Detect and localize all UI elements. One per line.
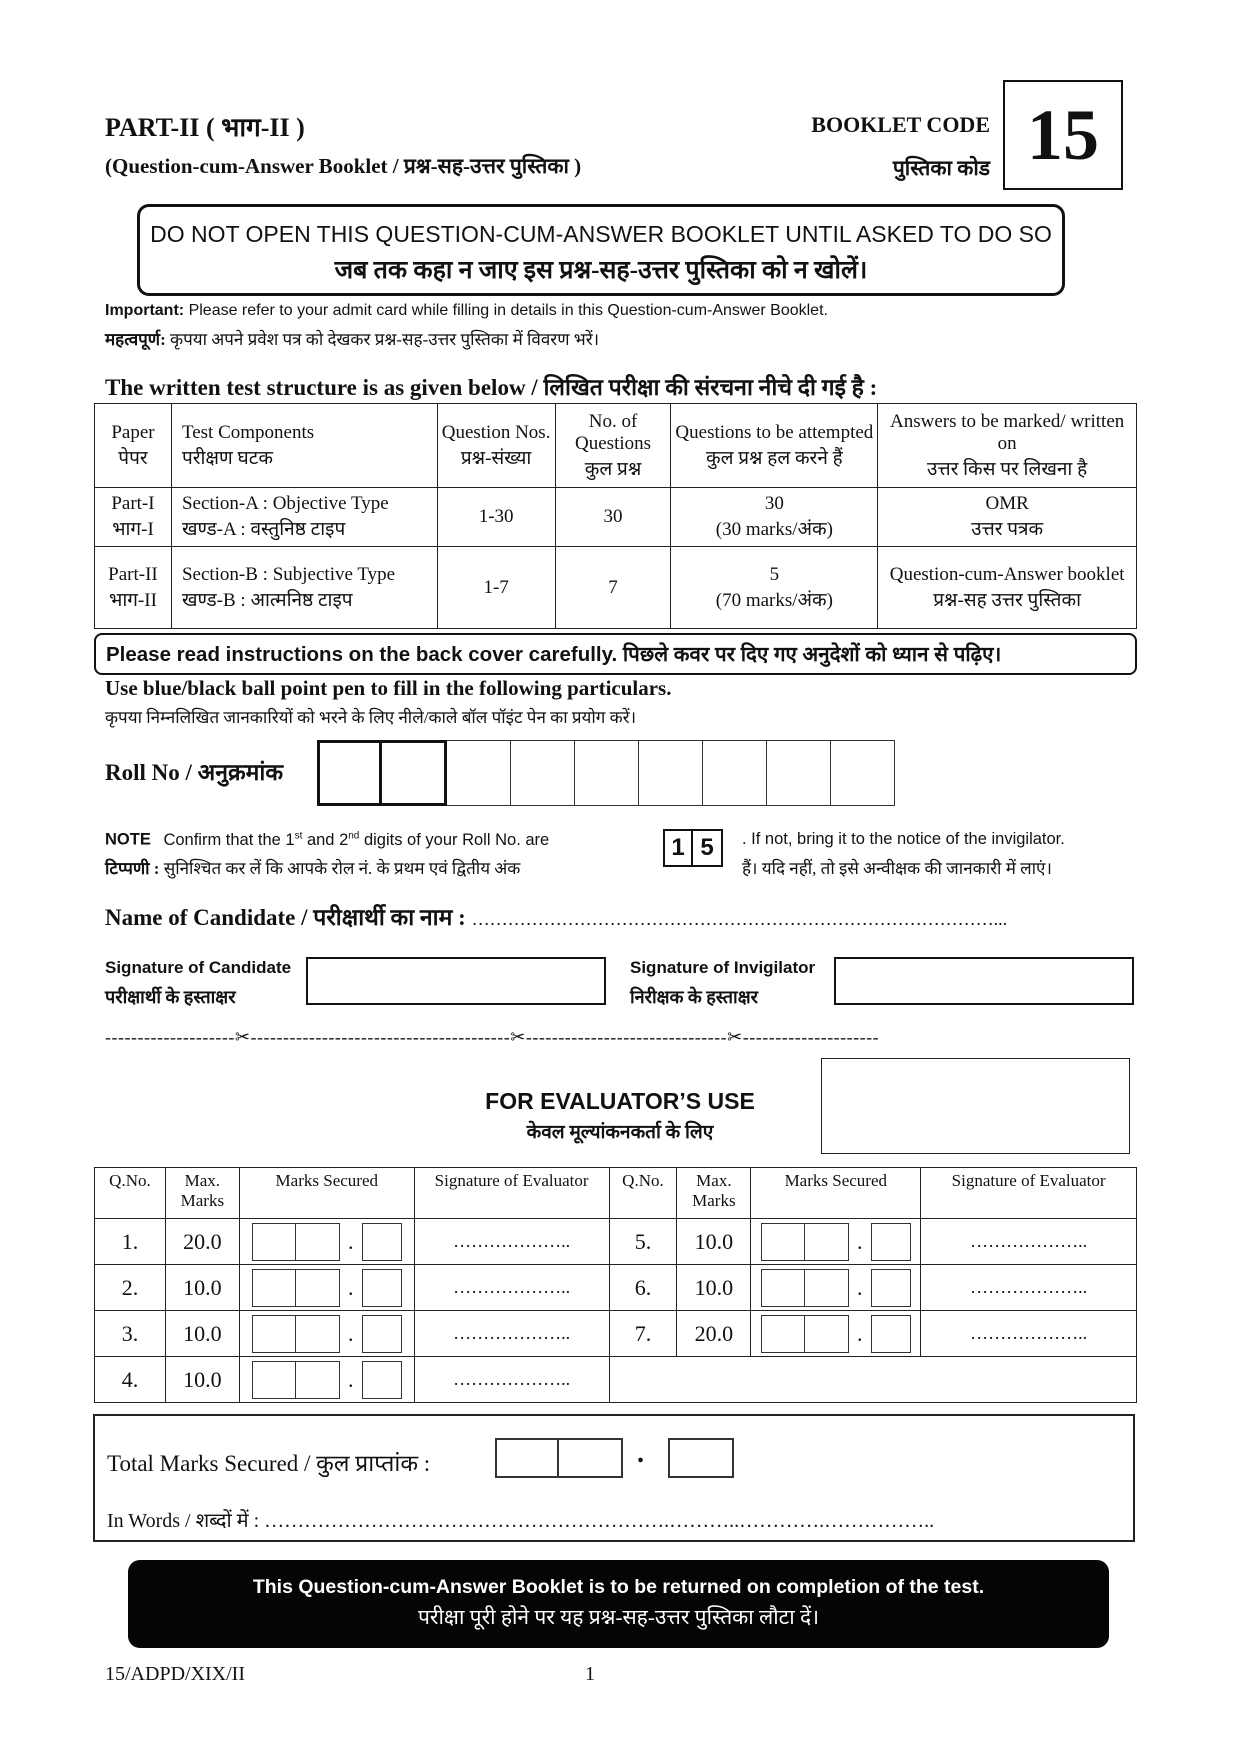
roll-digit-box[interactable] [382,740,447,806]
total-marks-box [93,1414,1135,1542]
max-marks-cell: 10.0 [165,1311,239,1357]
empty-cell [609,1357,1137,1403]
paper-cell: Part-I भाग-I [95,488,172,547]
in-words-field[interactable]: …………………………………………………….………..………….…………….. [264,1510,935,1532]
invigilator-signature-label: Signature of Invigilator [630,958,816,977]
booklet-code-label-hindi: पुस्तिका कोड [892,156,990,180]
evaluator-signature-cell[interactable]: ……………….. [921,1219,1137,1265]
component-cell: Section-A : Objective Type खण्ड-A : वस्तुनिष्ठ टाइप [171,488,437,547]
evaluator-table [94,1167,1137,1403]
qno-cell: 4. [95,1357,166,1403]
warning-text: DO NOT OPEN THIS QUESTION-CUM-ANSWER BOOKLET UNTIL ASKED TO DO SO [150,221,1052,247]
warning-box [137,204,1065,296]
structure-table [94,403,1137,629]
important-label: Important: [105,302,185,319]
roll-digit-box[interactable] [511,740,575,806]
note-label-hindi: टिप्पणी : [105,859,160,878]
invigilator-signature-box[interactable] [834,957,1134,1005]
qnos-cell: 1-30 [437,488,555,547]
header-components: Test Components परीक्षण घटक [171,404,437,488]
qno-cell: 7. [609,1311,677,1357]
candidate-signature-label: Signature of Candidate [105,958,292,977]
count-cell: 7 [555,547,671,629]
return-text-hindi: परीक्षा पूरी होने पर यह प्रश्न-सह-उत्तर पुस्तिका लौटा दें। [417,1605,820,1629]
table-row [95,1265,1137,1311]
structure-header-row [95,404,1137,488]
attempt-cell: 30 (30 marks/अंक) [671,488,878,547]
structure-heading: The written test structure is as given below / लिखित परीक्षा की संरचना नीचे दी गई है : [105,375,878,400]
answer-cell: Question-cum-Answer booklet प्रश्न-सह उत्तर पुस्तिका [878,547,1137,629]
marks-secured-cell[interactable]: . [751,1219,921,1265]
header-marks-secured: Marks Secured [239,1168,414,1219]
cut-line: --------------------✂----------------------------------------✂-------------------------------✂--------------------- [105,1027,880,1047]
candidate-name-line [105,900,1007,932]
important-note-hindi [105,327,599,350]
candidate-name-label: Name of Candidate / परीक्षार्थी का नाम : [105,905,466,930]
header-answers-on: Answers to be marked/ written on उत्तर किस पर लिखना है [878,404,1137,488]
table-row [95,1357,1137,1403]
note-label: NOTE [105,830,151,849]
prefix-digit: 5 [693,829,723,867]
instructions-text: Please read instructions on the back cover carefully. पिछले कवर पर दिए गए अनुदेशों को ध्यान से पढ़िए। [106,643,1002,666]
in-words-label: In Words / शब्दों में : [107,1510,260,1532]
marks-secured-cell[interactable]: . [751,1311,921,1357]
roll-digit-box[interactable] [575,740,639,806]
marks-secured-cell[interactable]: . [751,1265,921,1311]
roll-digit-box[interactable] [767,740,831,806]
evaluator-title-hindi: केवल मूल्यांकनकर्ता के लिए [526,1122,714,1143]
answer-cell: OMR उत्तर पत्रक [878,488,1137,547]
table-row [95,1219,1137,1265]
scissors-icon: ✂ [510,1027,526,1047]
qno-cell: 2. [95,1265,166,1311]
table-row [95,547,1137,629]
scissors-icon: ✂ [234,1027,251,1047]
important-text: Please refer to your admit card while filling in details in this Question-cum-Answer Booklet. [188,302,828,319]
header-qno: Q.No. [609,1168,677,1219]
attempt-cell: 5 (70 marks/अंक) [671,547,878,629]
scissors-icon: ✂ [727,1027,743,1047]
return-text: This Question-cum-Answer Booklet is to be returned on completion of the test. [252,1576,985,1598]
total-decimal-point: . [637,1438,644,1469]
evaluator-header-row [95,1168,1137,1219]
marks-secured-cell[interactable]: . [239,1311,414,1357]
in-words-line [107,1506,934,1533]
header-max-marks: Max. Marks [677,1168,751,1219]
booklet-id: 15/ADPD/XIX/II [105,1663,245,1685]
warning-text-hindi: जब तक कहा न जाए इस प्रश्न-सह-उत्तर पुस्तिका को न खोलें। [334,257,868,284]
note-text-hindi: सुनिश्चित कर लें कि आपके रोल नं. के प्रथम एवं द्वितीय अंक [163,859,521,878]
table-row [95,488,1137,547]
part-title: PART-II ( भाग-II ) [105,113,305,142]
max-marks-cell: 10.0 [677,1265,751,1311]
roll-digit-box[interactable] [639,740,703,806]
marks-secured-cell[interactable]: . [239,1357,414,1403]
max-marks-cell: 20.0 [165,1219,239,1265]
header-question-nos: Question Nos. प्रश्न-संख्या [437,404,555,488]
booklet-type: (Question-cum-Answer Booklet / प्रश्न-सह-उत्तर पुस्तिका ) [105,154,582,178]
page-number: 1 [585,1663,595,1685]
candidate-name-field[interactable]: ……………………………………………………………………………... [471,909,1008,929]
count-cell: 30 [555,488,671,547]
return-banner [128,1560,1109,1648]
pen-note: Use blue/black ball point pen to fill in the following particulars. [105,676,672,700]
candidate-signature-box[interactable] [306,957,606,1005]
instructions-banner [94,633,1137,675]
note-line-hindi [105,856,520,879]
roll-digit-box[interactable] [703,740,767,806]
evaluator-signature-cell[interactable]: ……………….. [921,1265,1137,1311]
note-text: Confirm that the 1st and 2nd digits of your Roll No. are [163,830,550,849]
prefix-digit: 1 [663,829,693,867]
invigilator-signature-label-hindi: निरीक्षक के हस्ताक्षर [630,987,758,1007]
roll-digit-box[interactable] [447,740,511,806]
total-marks-label: Total Marks Secured / कुल प्राप्तांक : [107,1451,431,1476]
max-marks-cell: 20.0 [677,1311,751,1357]
pen-note-hindi: कृपया निम्नलिखित जानकारियों को भरने के लिए नीले/काले बॉल पॉइंट पेन का प्रयोग करें। [105,708,637,727]
candidate-signature-label-hindi: परीक्षार्थी के हस्ताक्षर [105,987,236,1007]
marks-secured-cell[interactable]: . [239,1265,414,1311]
qnos-cell: 1-7 [437,547,555,629]
evaluator-signature-cell[interactable]: ……………….. [921,1311,1137,1357]
note-line [105,830,549,850]
important-label-hindi: महत्वपूर्ण: [105,330,166,349]
qno-cell: 5. [609,1219,677,1265]
note-text-hindi-after: हैं। यदि नहीं, तो इसे अन्वीक्षक की जानकारी में लाएं। [742,859,1052,878]
header-paper: Paper पेपर [95,404,172,488]
roll-no-label: Roll No / अनुक्रमांक [105,760,284,785]
max-marks-cell: 10.0 [165,1265,239,1311]
header-to-attempt: Questions to be attempted कुल प्रश्न हल करने हैं [671,404,878,488]
evaluator-stamp-box [821,1058,1130,1154]
header-qno: Q.No. [95,1168,166,1219]
marks-secured-cell[interactable]: . [239,1219,414,1265]
total-marks-decimal[interactable] [668,1438,734,1478]
header-max-marks: Max. Marks [165,1168,239,1219]
evaluator-title: FOR EVALUATOR’S USE [485,1088,755,1114]
booklet-code-label: BOOKLET CODE [811,112,990,137]
header-no-of-questions: No. of Questions कुल प्रश्न [555,404,671,488]
roll-no-boxes [317,740,895,806]
evaluator-signature-cell[interactable]: ……………….. [414,1265,609,1311]
qno-cell: 6. [609,1265,677,1311]
max-marks-cell: 10.0 [165,1357,239,1403]
table-row [95,1311,1137,1357]
evaluator-signature-cell[interactable]: ……………….. [414,1219,609,1265]
note-text-after: . If not, bring it to the notice of the invigilator. [742,830,1065,848]
max-marks-cell: 10.0 [677,1219,751,1265]
evaluator-signature-cell[interactable]: ……………….. [414,1311,609,1357]
important-note [105,302,828,320]
component-cell: Section-B : Subjective Type खण्ड-B : आत्मनिष्ठ टाइप [171,547,437,629]
roll-digit-box[interactable] [831,740,895,806]
roll-prefix-digits [663,829,723,867]
qno-cell: 3. [95,1311,166,1357]
roll-digit-box[interactable] [317,740,382,806]
header-signature: Signature of Evaluator [414,1168,609,1219]
header-signature: Signature of Evaluator [921,1168,1137,1219]
header-marks-secured: Marks Secured [751,1168,921,1219]
important-text-hindi: कृपया अपने प्रवेश पत्र को देखकर प्रश्न-सह-उत्तर पुस्तिका में विवरण भरें। [170,330,600,349]
evaluator-signature-cell[interactable]: ……………….. [414,1357,609,1403]
booklet-code-box: 15 [1003,80,1123,190]
paper-cell: Part-II भाग-II [95,547,172,629]
qno-cell: 1. [95,1219,166,1265]
total-marks-digits[interactable] [495,1438,623,1478]
